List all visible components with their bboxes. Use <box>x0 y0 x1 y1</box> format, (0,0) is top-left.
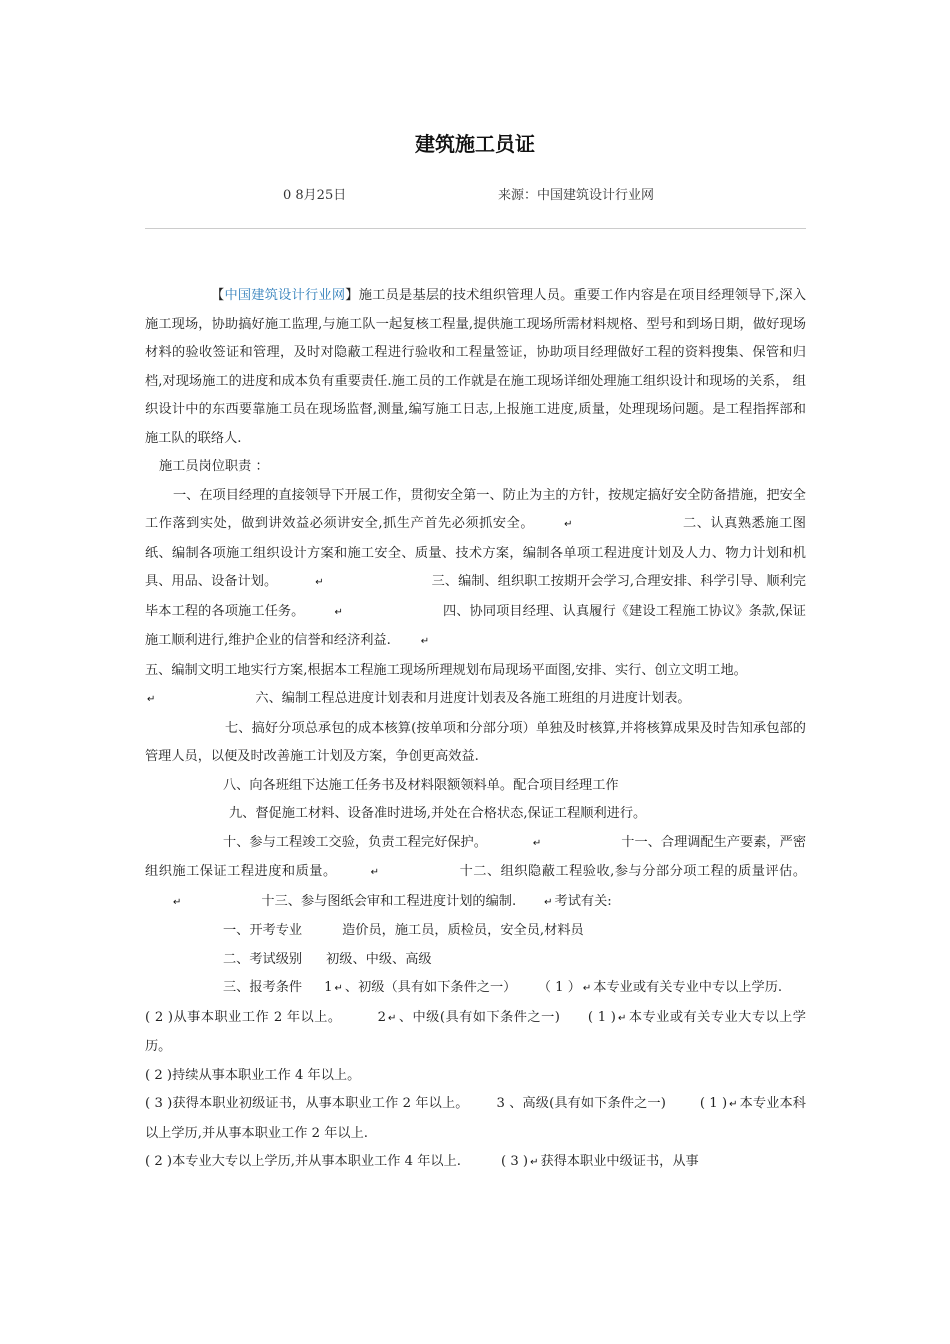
duty-10-paragraph <box>145 829 806 918</box>
duties-paragraph <box>145 482 806 657</box>
duty-10: 十、参与工程竣工交验，负责工程完好保护。 <box>223 834 487 850</box>
duty-8: 八、向各班组下达施工任务书及材料限额领料单。配合项目经理工作 <box>223 777 619 793</box>
publish-date: 0 8月25日 <box>283 188 347 203</box>
exam-requirements: 三、报考条件 1 ↵ 、初级（具有如下条件之一） （ 1 ） ↵ 本专业或有关专业中专以上学历. <box>223 980 783 995</box>
duty-13: 十三、参与图纸会审和工程进度计划的编制. <box>261 893 517 909</box>
return-mark-icon: ↵ <box>544 896 553 908</box>
bracket-close: 】 <box>345 288 359 303</box>
page-title: 建筑施工员证 <box>415 132 535 156</box>
return-mark-icon: ↵ <box>582 983 592 994</box>
source-label: 来源：中国建筑设计行业网 <box>498 188 655 203</box>
duty-7-paragraph <box>145 715 806 772</box>
level-1-condition-2: ( 2 )从事本职业工作 2 年以上。 2 ↵ 、中级(具有如下条件之一) ( 1 ) ↵ 本专业或有关专业大专以上学历。 <box>145 1009 806 1054</box>
duties-heading: 施工员岗位职责 ： <box>159 459 269 474</box>
duty-5-paragraph <box>145 657 806 686</box>
return-mark-icon: ↵ <box>420 636 430 647</box>
return-mark-icon: ↵ <box>315 577 324 588</box>
intro-text: 施工员是基层的技术组织管理人员。重要工作内容是在项目经理领导下,深入施工现场，协助搞好施工监理,与施工队一起复核工程量,提供施工现场所需材料规格、型号和到场日期，做好现场材料的验收签证和管理，及时对隐蔽工程进行验收和工程量签证，协助项目经理做好工程的资料搜集、保管和归档,对现场施工的进度和成本负有重要责任.施工员的工作就是在施工现场详细处理施工组织设计和现场的关系， 组织设计中的东西要靠施工员在现场监督,测量,编写施工日志,上报施工进度,质量，处理现场问题。是工程指挥部和施工队的联络人. <box>145 288 807 446</box>
duty-11: 十一、合理调配生产要素，严密组织施工保证工程进度和质量。 <box>145 834 807 879</box>
duty-9: 九、督促施工材料、设备准时进场,并处在合格状态,保证工程顺利进行。 <box>229 806 647 821</box>
exam-heading: 考试有关: <box>554 893 612 909</box>
return-mark-icon: ↵ <box>729 1099 738 1110</box>
return-mark-icon: ↵ <box>530 1157 539 1168</box>
return-mark-icon: ↵ <box>387 1012 397 1024</box>
duty-2: 二、认真熟悉施工图纸、编制各项施工组织设计方案和施工安全、质量、技术方案，编制各单项工程进度计划及人力、物力计划和机具、用品、设备计划。 <box>145 516 806 589</box>
duty-9-paragraph <box>145 800 806 829</box>
level-2-condition-3: ( 3 )获得本职业初级证书，从事本职业工作 2 年以上。 3 、高级(具有如下条件之一) ( 1 ) ↵ 本专业本科以上学历,并从事本职业工作 2 年以上. <box>145 1096 806 1141</box>
return-mark-icon: ↵ <box>564 519 573 530</box>
exam-subjects: 一、开考专业 造价员，施工员，质检员，安全员,材料员 <box>223 923 584 938</box>
duty-4: 四、协同项目经理、认真履行《建设工程施工协议》条款,保证施工顺利进行,维护企业的信誉和经济利益. <box>145 603 806 648</box>
exam-levels: 二、考试级别 初级、中级、高级 <box>223 951 432 967</box>
duty-7: 七、搞好分项总承包的成本核算(按单项和分部分项）单独及时核算,并将核算成果及时告知承包部的管理人员，以便及时改善施工计划及方案，争创更高效益. <box>145 720 806 764</box>
return-mark-icon: ↵ <box>334 983 343 994</box>
duty-5: 五、编制文明工地实行方案,根据本工程施工现场所理规划布局现场平面图,安排、实行、创立文明工地。 <box>145 662 747 678</box>
duty-6-paragraph <box>145 685 806 715</box>
level-3-condition-2: ( 2 )本专业大专以上学历,并从事本职业工作 4 年以上. ( 3 ) ↵ 获得本职业中级证书，从事 <box>145 1154 699 1169</box>
return-mark-icon: ↵ <box>617 1012 627 1024</box>
return-mark-icon: ↵ <box>334 606 343 618</box>
divider <box>145 228 806 229</box>
intro-paragraph <box>145 282 806 453</box>
duty-12: 十二、组织隐蔽工程验收,参与分部分项工程的质量评估。 <box>459 864 807 879</box>
article-body <box>145 282 806 1178</box>
return-mark-icon: ↵ <box>370 867 380 878</box>
bracket-open: 【 <box>211 288 225 303</box>
return-mark-icon: ↵ <box>173 896 182 908</box>
duty-3: 三、编制、组织职工按期开会学习,合理安排、科学引导、顺利完毕本工程的各项施工任务。 <box>145 574 806 619</box>
level-2-condition-2: ( 2 )持续从事本职业工作 4 年以上。 <box>145 1067 361 1083</box>
return-mark-icon: ↵ <box>532 837 542 849</box>
return-mark-icon: ↵ <box>147 694 156 705</box>
duty-1: 一、在项目经理的直接领导下开展工作，贯彻安全第一、防止为主的方针，按规定搞好安全防备措施，把安全工作落到实处，做到讲效益必须讲安全,抓生产首先必须抓安全。 <box>145 487 806 531</box>
duty-8-paragraph <box>145 772 806 801</box>
duty-6: 六、编制工程总进度计划表和月进度计划表及各施工班组的月进度计划表。 <box>255 691 691 706</box>
site-link[interactable]: 中国建筑设计行业网 <box>224 288 346 303</box>
